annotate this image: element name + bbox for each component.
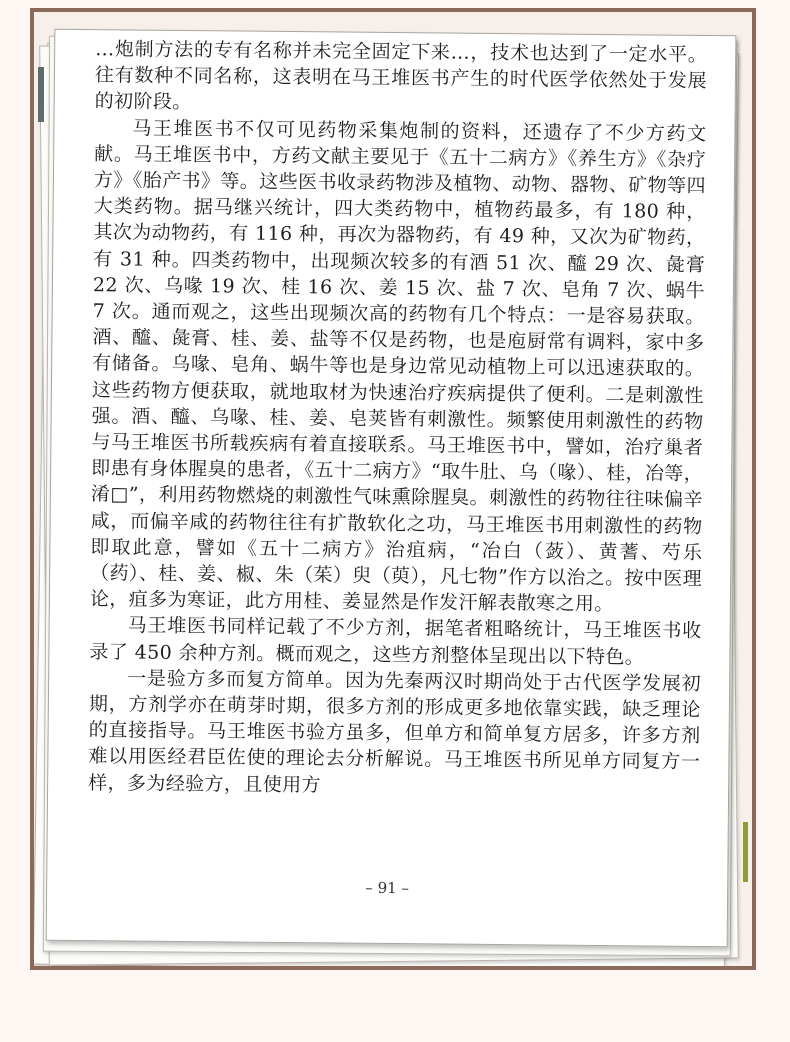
book-page [46, 29, 737, 948]
book-edge-marking [743, 822, 748, 882]
paragraph: 一是验方多而复方简单。因为先秦两汉时期尚处于古代医学发展初期，方剂学亦在萌芽时期，很多方剂的形成更多地依靠实践，缺乏理论的直接指导。马王堆医书验方虽多，但单方和简单复方居多，许多方剂难以用医经君臣佐使的理论去分析解说。马王堆医书所见单方同复方一样，多为经验方，且使用方 [88, 667, 702, 797]
paragraph-continued: …炮制方法的专有名称并未完全固定下来…，技术也达到了一定水平。往有数种不同名称，这表明在马王堆医书产生的时代医学依然处于发展的初阶段。 [94, 38, 708, 114]
page-number: – 91 – [365, 878, 410, 898]
page-body-text [88, 36, 707, 802]
photo-frame [30, 8, 756, 970]
paragraph: 马王堆医书同样记载了不少方剂，据笔者粗略统计，马王堆医书收录了 450 余种方剂。概而观之，这些方剂整体呈现出以下特色。 [89, 614, 702, 669]
paragraph: 马王堆医书不仅可见药物采集炮制的资料，还遗存了不少方药文献。马王堆医书中，方药文献主要见于《五十二病方》《养生方》《杂疗方》《胎产书》等。这些医书收录药物涉及植物、动物、器物、矿物等四大类药物。据马继兴统计，四大类药物中，植物药最多，有 180 种，其次为动物药，有 116 种，再次为器物药，有 49 种，又次为矿物药，有 31 种。四类药物中，出现频次较多的有酒 51 次、醯 29 次、彘膏 22 次、乌喙 19 次、桂 16 次、姜 15 次、盐 7 次、皂角 7 次、蜗牛 7 次。通而观之，这些出现频次高的药物有几个特点：一是容易获取。酒、醯、彘膏、桂、姜、盐等不仅是药物，也是庖厨常有调料，家中多有储备。乌喙、皂角、蜗牛等也是身边常见动植物上可以迅速获取的。这些药物方便获取，就地取材为快速治疗疾病提供了便利。二是刺激性强。酒、醯、乌喙、桂、姜、皂荚皆有刺激性。频繁使用刺激性的药物与马王堆医书所载疾病有着直接联系。马王堆医书中，譬如，治疗巢者即患有身体腥臭的患者，《五十二病方》“取牛肚、乌（喙）、桂，冶等，淆□”，利用药物燃烧的刺激性气味熏除腥臭。刺激性的药物往往味偏辛咸，而偏辛咸的药物往往有扩散软化之功，马王堆医书用刺激性的药物即取此意，譬如《五十二病方》治疽病，“冶白（蔹）、黄蓍、芍乐（药）、桂、姜、椒、朱（茱）臾（萸），凡七物”作方以治之。按中医理论，疽多为寒证，此方用桂、姜显然是作发汗解表散寒之用。 [89, 117, 707, 616]
book-edge-marking [38, 67, 44, 122]
